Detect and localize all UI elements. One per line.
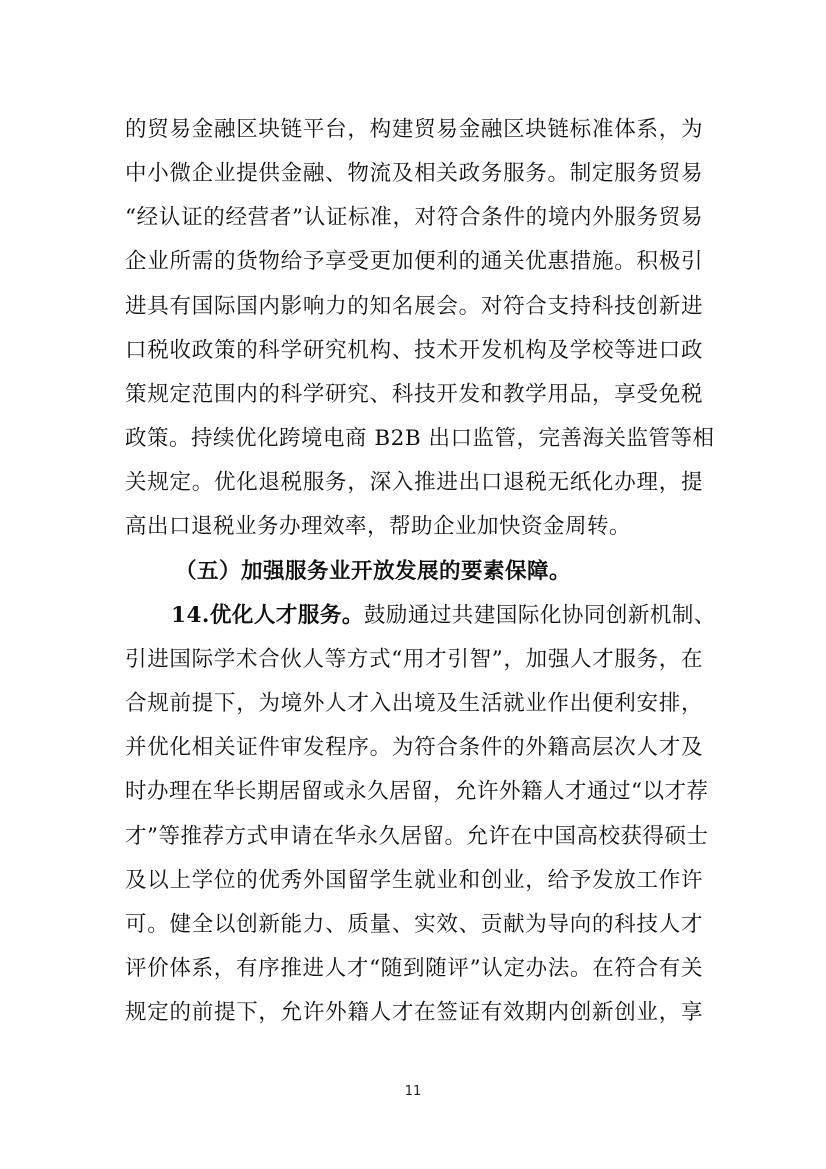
text-line: 的贸易金融区块链平台，构建贸易金融区块链标准体系，为 <box>125 117 703 142</box>
text-line: 合规前提下，为境外人才入出境及生活就业作出便利安排， <box>125 691 703 716</box>
text-line: 并优化相关证件审发程序。为符合条件的外籍高层次人才及 <box>125 735 703 760</box>
text-line: 时办理在华长期居留或永久居留，允许外籍人才通过“以才荐 <box>125 779 709 804</box>
text-line: 及以上学位的优秀外国留学生就业和创业，给予发放工作许 <box>125 868 703 893</box>
text-line: “经认证的经营者”认证标准，对符合条件的境内外服务贸易 <box>125 205 703 230</box>
text-line: 口税收政策的科学研究机构、技术开发机构及学校等进口政 <box>125 338 703 363</box>
text-line: 进具有国际国内影响力的知名展会。对符合支持科技创新进 <box>125 294 703 319</box>
text-line: 中小微企业提供金融、物流及相关政务服务。制定服务贸易 <box>125 161 703 186</box>
text-line: 策规定范围内的科学研究、科技开发和教学用品，享受免税 <box>125 382 703 407</box>
text-line: 政策。持续优化跨境电商 B2B 出口监管，完善海关监管等相 <box>125 426 715 451</box>
text-line: 关规定。优化退税服务，深入推进出口退税无纸化办理，提 <box>125 470 703 495</box>
paragraph-lead-title: 14.优化人才服务。 <box>171 603 364 628</box>
text-line: 可。健全以创新能力、质量、实效、贡献为导向的科技人才 <box>125 912 703 937</box>
text-line: 评价体系，有序推进人才“随到随评”认定办法。在符合有关 <box>125 956 703 981</box>
text-line: 高出口退税业务办理效率，帮助企业加快资金周转。 <box>125 514 632 539</box>
text-line: 规定的前提下，允许外籍人才在签证有效期内创新创业，享 <box>125 1000 703 1025</box>
section-heading: （五）加强服务业开放发展的要素保障。 <box>175 559 572 584</box>
paragraph-first-line <box>171 602 716 630</box>
text-line: 企业所需的货物给予享受更加便利的通关优惠措施。积极引 <box>125 249 703 274</box>
text-line: 才”等推荐方式申请在华永久居留。允许在中国高校获得硕士 <box>125 824 709 849</box>
text-line: 引进国际学术合伙人等方式“用才引智”，加强人才服务，在 <box>125 647 703 672</box>
paragraph-first-line-text: 鼓励通过共建国际化协同创新机制、 <box>363 603 716 628</box>
page-number: 11 <box>404 1084 422 1099</box>
